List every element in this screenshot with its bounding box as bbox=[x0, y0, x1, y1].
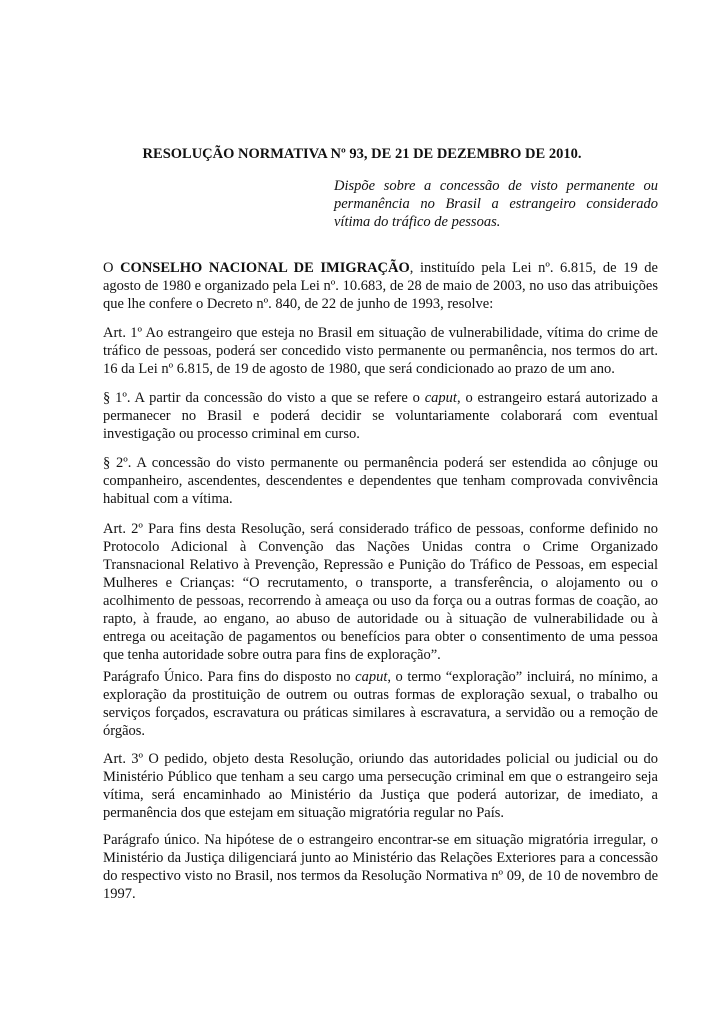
paragraph-1-text-b: , o estrangeiro estará autorizado a permanecer no Brasil e poderá decidir se voluntariamente colaborará com eventual investigação ou processo criminal em curso. bbox=[103, 390, 658, 442]
preamble-rest: , instituído pela Lei nº. 6.815, de 19 de agosto de 1980 e organizado pela Lei nº. 10.683, de 28 de maio de 2003, no uso das atribuições que lhe confere o Decreto nº. 840, de 22 de junho de 1993, resolve: bbox=[103, 260, 658, 312]
article-1-paragraph-2: § 2º. A concessão do visto permanente ou permanência poderá ser estendida ao cônjuge ou companheiro, ascendentes, descendentes e dependentes que tenham comprovada convivência habitual com a vítima. bbox=[103, 455, 658, 507]
preamble-paragraph bbox=[103, 259, 658, 313]
document-summary: Dispõe sobre a concessão de visto permanente ou permanência no Brasil a estrangeiro considerado vítima do tráfico de pessoas. bbox=[334, 178, 658, 230]
article-3: Art. 3º O pedido, objeto desta Resolução, oriundo das autoridades policial ou judicial ou do Ministério Público que tenham a seu cargo uma persecução criminal em que o estrangeiro seja vítima, será encaminhado ao Ministério da Justiça que poderá autorizar, de imediato, a permanência dos que estejam em situação migratória regular no País. bbox=[103, 751, 658, 821]
article-1: Art. 1º Ao estrangeiro que esteja no Brasil em situação de vulnerabilidade, vítima do crime de tráfico de pessoas, poderá ser concedido visto permanente ou permanência, nos termos do art. 16 da Lei nº 6.815, de 19 de agosto de 1980, que será condicionado ao prazo de um ano. bbox=[103, 325, 658, 377]
council-name: CONSELHO NACIONAL DE IMIGRAÇÃO bbox=[120, 260, 410, 276]
sole-paragraph-text-a: Parágrafo Único. Para fins do disposto no bbox=[103, 669, 356, 685]
paragraph-1-text-a: § 1º. A partir da concessão do visto a que se refere o bbox=[103, 390, 425, 406]
document-title: RESOLUÇÃO NORMATIVA Nº 93, DE 21 DE DEZEMBRO DE 2010. bbox=[142, 146, 582, 162]
sole-paragraph-text-b: , o termo “exploração” incluirá, no mínimo, a exploração da prostituição de outrem ou outras formas de exploração sexual, o trabalho ou serviços forçados, escravatura ou práticas similares à escravatura, a servidão ou a remoção de órgãos. bbox=[103, 669, 658, 739]
article-3-sole-paragraph: Parágrafo único. Na hipótese de o estrangeiro encontrar-se em situação migratória irregular, o Ministério da Justiça diligenciará junto ao Ministério das Relações Exteriores para a concessão do respectivo visto no Brasil, nos termos da Resolução Normativa nº 09, de 10 de novembro de 1997. bbox=[103, 832, 658, 902]
caput-term: caput bbox=[424, 390, 457, 406]
article-2-sole-paragraph bbox=[103, 668, 658, 740]
article-2: Art. 2º Para fins desta Resolução, será considerado tráfico de pessoas, conforme definido no Protocolo Adicional à Convenção das Nações Unidas contra o Crime Organizado Transnacional Relativo à Prevenção, Repressão e Punição do Tráfico de Pessoas, em especial Mulheres e Crianças: “O recrutamento, o transporte, a transferência, o alojamento ou o acolhimento de pessoas, recorrendo à ameaça ou uso da força ou a outras formas de coação, ao rapto, à fraude, ao engano, ao abuso de autoridade ou à situação de vulnerabilidade ou à entrega ou aceitação de pagamentos ou benefícios para obter o consentimento de uma pessoa que tenha autoridade sobre outra para fins de exploração”. bbox=[103, 521, 658, 663]
article-1-paragraph-1 bbox=[103, 389, 658, 443]
caput-term: caput bbox=[355, 669, 388, 685]
preamble-lead: O bbox=[103, 260, 121, 276]
